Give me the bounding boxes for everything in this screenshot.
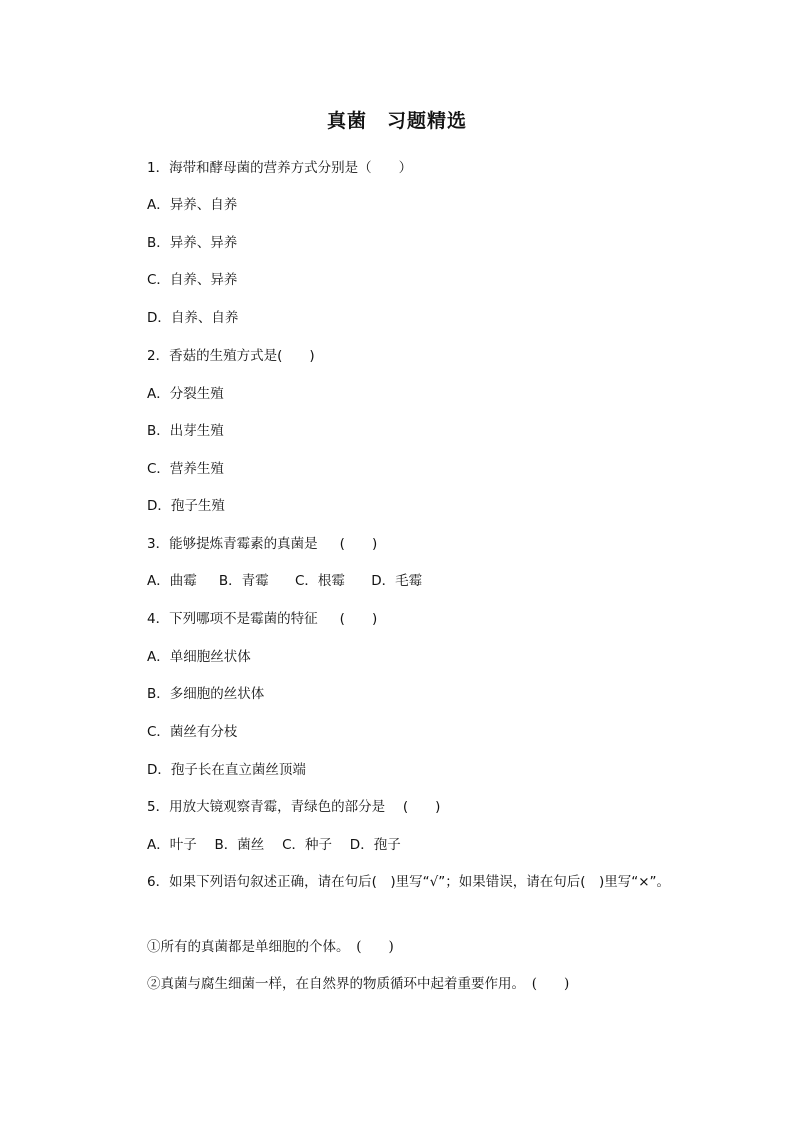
question-1-option-c: C．自养、异养 [147, 272, 238, 288]
question-1-option-b: B．异养、异养 [147, 235, 238, 251]
question-6-statement-2: ②真菌与腐生细菌一样，在自然界的物质循环中起着重要作用。 ( ) [147, 976, 570, 992]
question-4-option-a: A．单细胞丝状体 [147, 649, 251, 665]
question-4-stem: 4．下列哪项不是霉菌的特征 ( ) [147, 611, 378, 627]
question-1-option-d: D．自养、自养 [147, 310, 239, 326]
question-6-stem: 6．如果下列语句叙述正确，请在句后( )里写“√”；如果错误，请在句后( )里写“×”。 [147, 874, 671, 890]
question-4-option-d: D．孢子长在直立菌丝顶端 [147, 762, 306, 778]
question-5-options: A．叶子 B．菌丝 C．种子 D．孢子 [147, 837, 401, 853]
question-4-option-c: C．菌丝有分枝 [147, 724, 238, 740]
question-1-option-a: A．异养、自养 [147, 197, 238, 213]
question-3-stem: 3．能够提炼青霉素的真菌是 ( ) [147, 536, 378, 552]
question-3-options: A．曲霉 B．青霉 C．根霉 D．毛霉 [147, 573, 423, 589]
question-2-option-c: C．营养生殖 [147, 461, 224, 477]
question-6-statement-1: ①所有的真菌都是单细胞的个体。 ( ) [147, 939, 394, 955]
page-title: 真菌 习题精选 [326, 110, 467, 132]
question-2-option-a: A．分裂生殖 [147, 386, 224, 402]
question-4-option-b: B．多细胞的丝状体 [147, 686, 265, 702]
question-2-option-b: B．出芽生殖 [147, 423, 224, 439]
question-5-stem: 5．用放大镜观察青霉，青绿色的部分是 ( ) [147, 799, 441, 815]
question-2-stem: 2．香菇的生殖方式是( ) [147, 348, 315, 364]
question-2-option-d: D．孢子生殖 [147, 498, 225, 514]
question-1-stem: 1．海带和酵母菌的营养方式分别是（ ） [147, 160, 413, 176]
